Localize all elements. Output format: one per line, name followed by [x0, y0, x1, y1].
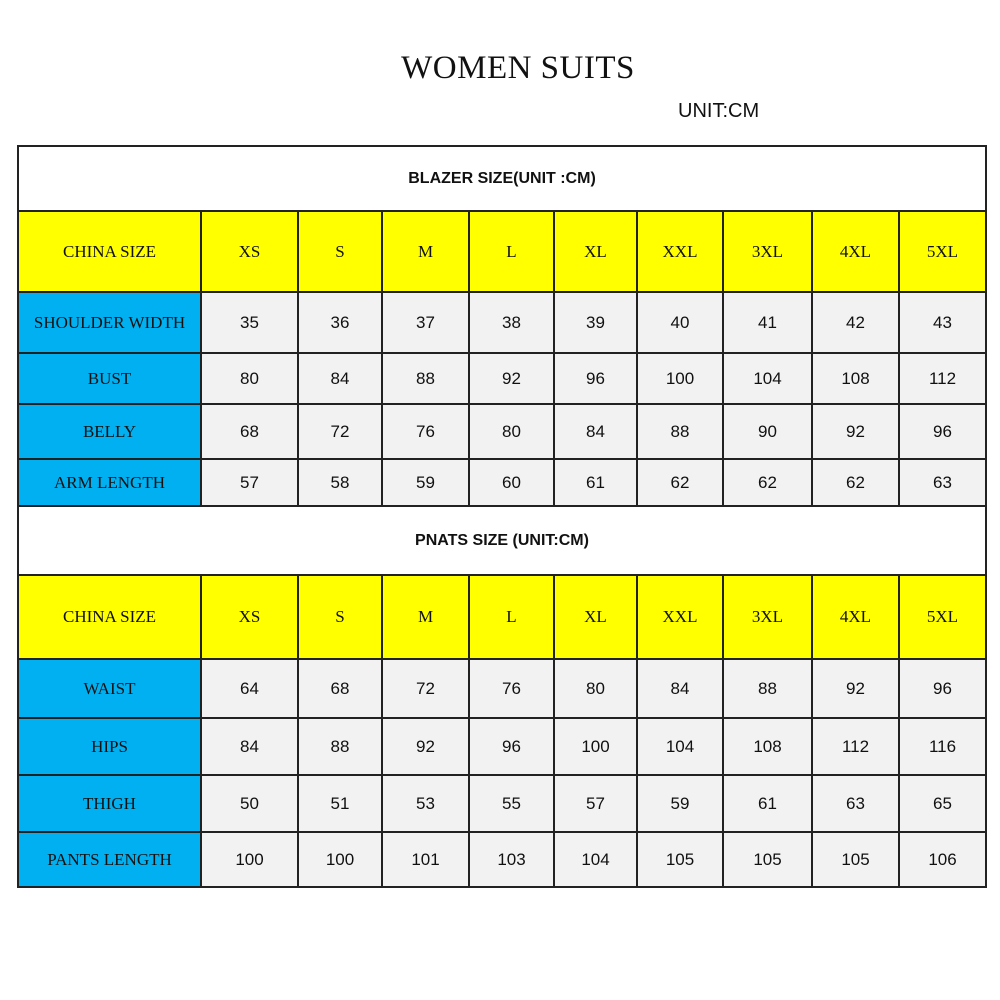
blazer-header-label: CHINA SIZE [18, 211, 201, 292]
table-cell: 96 [554, 353, 637, 404]
table-cell: 84 [554, 404, 637, 459]
blazer-size-header: XXL [637, 211, 723, 292]
table-cell: 96 [469, 718, 554, 775]
pants-header-row [18, 575, 986, 659]
row-label: SHOULDER WIDTH [18, 292, 201, 353]
table-cell: 92 [382, 718, 469, 775]
blazer-size-header: S [298, 211, 382, 292]
table-cell: 105 [637, 832, 723, 887]
table-cell: 36 [298, 292, 382, 353]
table-cell: 116 [899, 718, 986, 775]
row-label: PANTS LENGTH [18, 832, 201, 887]
table-cell: 80 [469, 404, 554, 459]
table-cell: 105 [812, 832, 899, 887]
table-cell: 43 [899, 292, 986, 353]
table-cell: 53 [382, 775, 469, 832]
table-cell: 100 [554, 718, 637, 775]
table-cell: 104 [723, 353, 812, 404]
table-cell: 101 [382, 832, 469, 887]
pants-size-header: XXL [637, 575, 723, 659]
pants-size-header: 5XL [899, 575, 986, 659]
table-cell: 39 [554, 292, 637, 353]
table-cell: 41 [723, 292, 812, 353]
table-cell: 90 [723, 404, 812, 459]
blazer-size-header: 3XL [723, 211, 812, 292]
blazer-size-header: XL [554, 211, 637, 292]
page-title: WOMEN SUITS [401, 50, 635, 86]
table-cell: 88 [298, 718, 382, 775]
table-cell: 63 [812, 775, 899, 832]
table-cell: 68 [201, 404, 298, 459]
blazer-size-header: M [382, 211, 469, 292]
table-cell: 92 [812, 404, 899, 459]
table-cell: 38 [469, 292, 554, 353]
pants-size-header: M [382, 575, 469, 659]
blazer-header-row [18, 211, 986, 292]
table-cell: 62 [812, 459, 899, 506]
blazer-size-header: L [469, 211, 554, 292]
table-cell: 59 [382, 459, 469, 506]
blazer-section-title: BLAZER SIZE(UNIT :CM) [18, 146, 986, 211]
table-cell: 106 [899, 832, 986, 887]
blazer-size-header: 5XL [899, 211, 986, 292]
table-cell: 108 [812, 353, 899, 404]
table-cell: 57 [554, 775, 637, 832]
table-cell: 92 [812, 659, 899, 718]
pants-size-header: 4XL [812, 575, 899, 659]
size-chart-table [17, 145, 987, 888]
table-cell: 104 [637, 718, 723, 775]
blazer-row-belly [18, 404, 986, 459]
row-label: HIPS [18, 718, 201, 775]
table-cell: 61 [554, 459, 637, 506]
row-label: ARM LENGTH [18, 459, 201, 506]
pants-size-header: XS [201, 575, 298, 659]
table-cell: 35 [201, 292, 298, 353]
blazer-row-bust [18, 353, 986, 404]
table-cell: 84 [637, 659, 723, 718]
pants-row-hips [18, 718, 986, 775]
table-cell: 63 [899, 459, 986, 506]
blazer-section-row [18, 146, 986, 211]
blazer-size-header: XS [201, 211, 298, 292]
table-cell: 112 [812, 718, 899, 775]
table-cell: 60 [469, 459, 554, 506]
table-cell: 105 [723, 832, 812, 887]
table-cell: 108 [723, 718, 812, 775]
table-cell: 80 [554, 659, 637, 718]
pants-section-title: PNATS SIZE (UNIT:CM) [18, 506, 986, 575]
pants-size-header: 3XL [723, 575, 812, 659]
table-cell: 61 [723, 775, 812, 832]
pants-size-header: S [298, 575, 382, 659]
blazer-row-arm-length [18, 459, 986, 506]
table-cell: 40 [637, 292, 723, 353]
blazer-row-shoulder-width [18, 292, 986, 353]
pants-section-row [18, 506, 986, 575]
table-cell: 112 [899, 353, 986, 404]
unit-label: UNIT:CM [678, 100, 760, 122]
table-cell: 58 [298, 459, 382, 506]
pants-row-thigh [18, 775, 986, 832]
blazer-size-header: 4XL [812, 211, 899, 292]
table-cell: 42 [812, 292, 899, 353]
table-cell: 59 [637, 775, 723, 832]
table-cell: 76 [469, 659, 554, 718]
table-cell: 88 [723, 659, 812, 718]
row-label: THIGH [18, 775, 201, 832]
table-cell: 80 [201, 353, 298, 404]
table-cell: 37 [382, 292, 469, 353]
table-cell: 65 [899, 775, 986, 832]
pants-header-label: CHINA SIZE [18, 575, 201, 659]
pants-row-waist [18, 659, 986, 718]
table-cell: 72 [298, 404, 382, 459]
table-cell: 68 [298, 659, 382, 718]
table-cell: 88 [382, 353, 469, 404]
row-label: BELLY [18, 404, 201, 459]
table-cell: 55 [469, 775, 554, 832]
table-cell: 100 [298, 832, 382, 887]
table-cell: 88 [637, 404, 723, 459]
table-cell: 62 [637, 459, 723, 506]
row-label: BUST [18, 353, 201, 404]
pants-size-header: L [469, 575, 554, 659]
table-cell: 92 [469, 353, 554, 404]
table-cell: 100 [201, 832, 298, 887]
table-cell: 84 [298, 353, 382, 404]
table-cell: 50 [201, 775, 298, 832]
pants-size-header: XL [554, 575, 637, 659]
table-cell: 51 [298, 775, 382, 832]
table-cell: 76 [382, 404, 469, 459]
table-cell: 100 [637, 353, 723, 404]
table-cell: 57 [201, 459, 298, 506]
pants-row-pants-length [18, 832, 986, 887]
table-cell: 103 [469, 832, 554, 887]
row-label: WAIST [18, 659, 201, 718]
table-cell: 104 [554, 832, 637, 887]
table-cell: 96 [899, 404, 986, 459]
table-cell: 72 [382, 659, 469, 718]
table-cell: 64 [201, 659, 298, 718]
table-cell: 96 [899, 659, 986, 718]
table-cell: 84 [201, 718, 298, 775]
table-cell: 62 [723, 459, 812, 506]
